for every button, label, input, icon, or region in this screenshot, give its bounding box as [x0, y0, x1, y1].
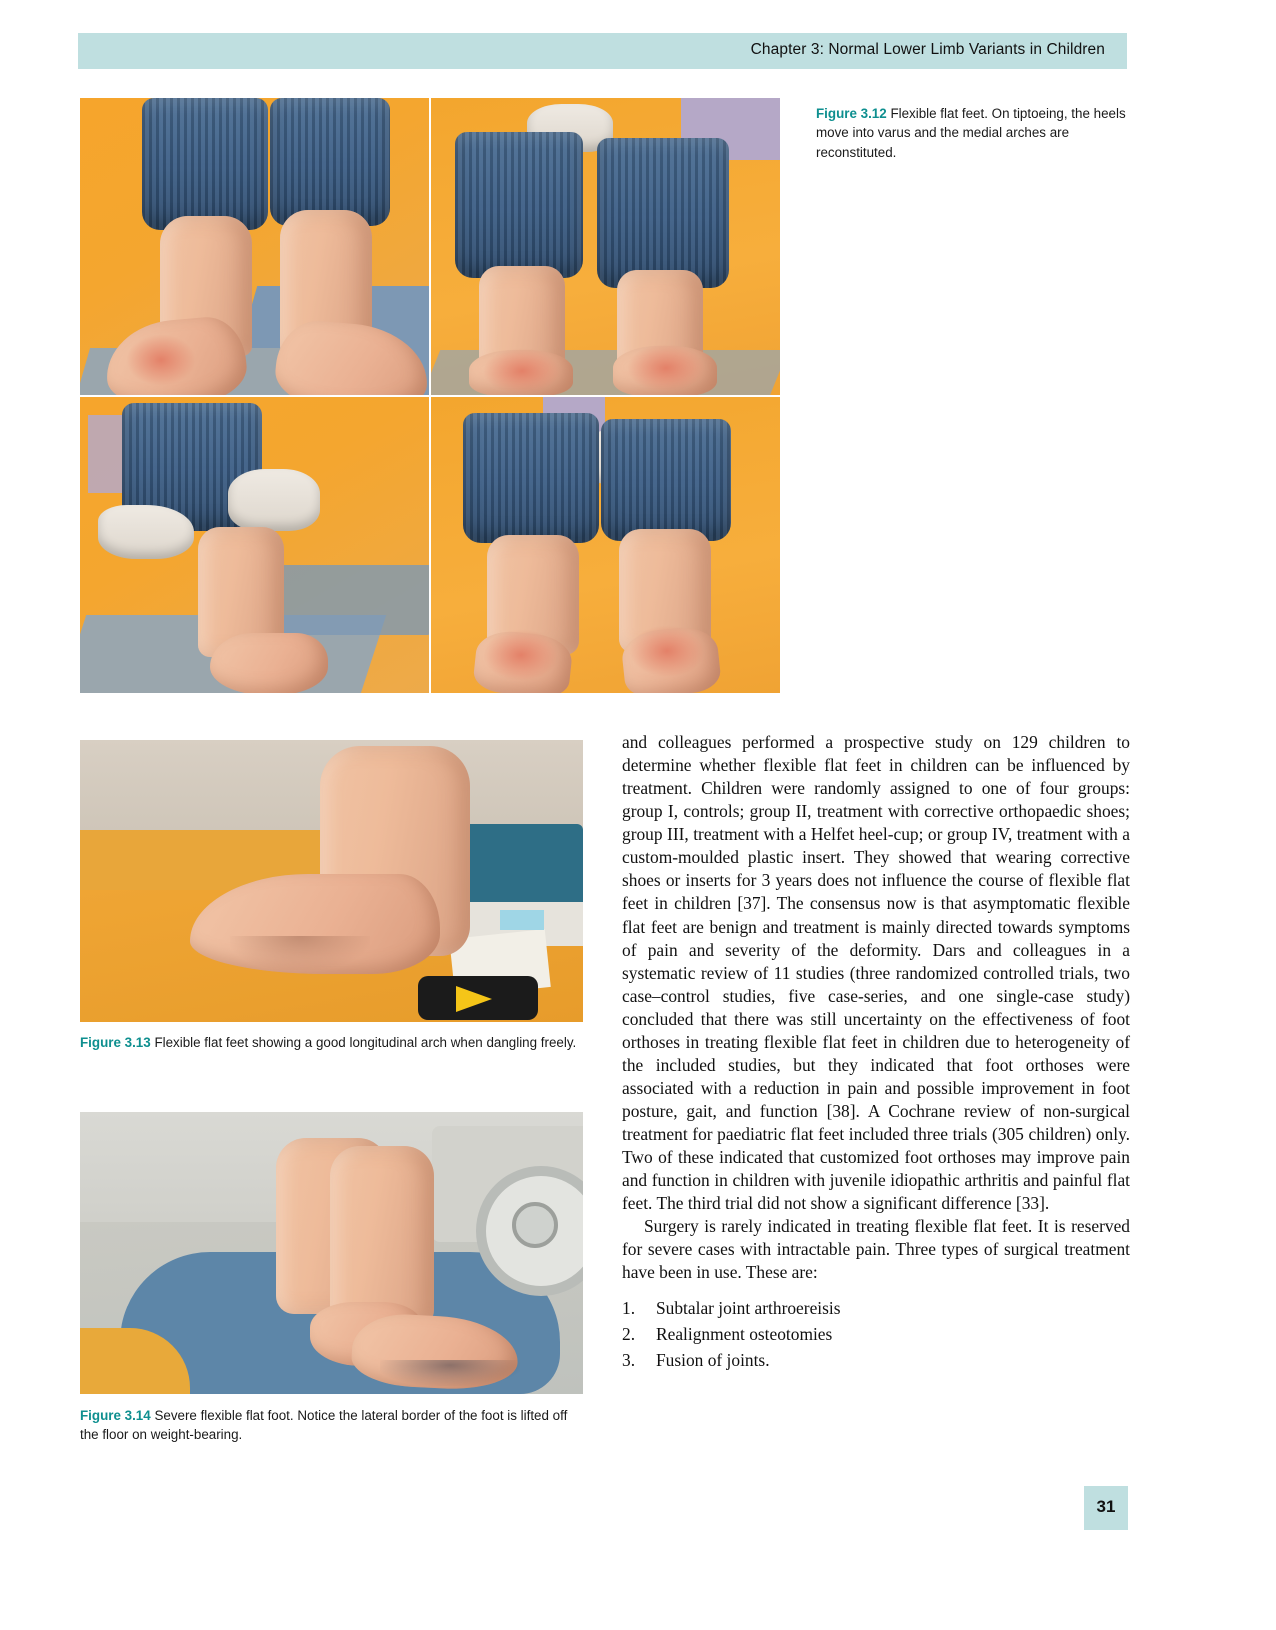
body-paragraph-2: Surgery is rarely indicated in treating flexible flat feet. It is reserved for severe cases with intractable pain. Three types of surgical treatment have been in use. These are:	[622, 1216, 1130, 1283]
figure-3-13-caption	[80, 1033, 585, 1052]
trouser-leg	[597, 138, 729, 288]
figure-3-12-caption	[816, 104, 1132, 162]
list-item	[622, 1321, 1130, 1347]
figure-3-13-caption-text: Flexible flat feet showing a good longitudinal arch when dangling freely.	[154, 1035, 577, 1050]
figure-3-14-caption	[80, 1406, 585, 1445]
heel-flush	[126, 334, 196, 386]
trouser-leg	[601, 419, 731, 541]
heel-flush	[483, 348, 561, 394]
figure-3-12-panel-1	[80, 98, 429, 395]
body-text-column	[622, 731, 1130, 1373]
page-number: 31	[1096, 1497, 1116, 1516]
caregiver-shoe	[228, 469, 320, 531]
running-header-bar	[78, 33, 1127, 69]
arch-shadow	[230, 936, 370, 970]
list-item-number: 3.	[622, 1349, 636, 1370]
figure-3-12-panel-3	[80, 397, 429, 694]
figure-3-13-image	[80, 740, 583, 1022]
list-item	[622, 1295, 1130, 1321]
figure-3-13-label: Figure 3.13	[80, 1035, 151, 1050]
figure-3-12-image	[80, 98, 780, 693]
figure-3-14-caption-text: Severe flexible flat foot. Notice the lateral border of the foot is lifted off the floor on weight-bearing.	[80, 1408, 568, 1443]
heel-flush	[483, 629, 559, 681]
figure-3-14-image	[80, 1112, 583, 1394]
page-number-box	[1084, 1486, 1128, 1530]
wheel-hub	[512, 1202, 558, 1248]
blue-sticker	[500, 910, 544, 930]
figure-3-12-panel-4	[431, 397, 780, 694]
list-item-number: 2.	[622, 1323, 636, 1344]
body-paragraph-1: and colleagues performed a prospective study on 129 children to determine whether flexible flat feet in children can be influenced by treatment. Children were randomly assigned to one of four groups: group I, controls; group II, treatment with corrective orthopaedic shoes; group III, treatment with a Helfet heel-cup; or group IV, treatment with a custom-moulded plastic insert. They showed that wearing corrective shoes or inserts for 3 years does not influence the course of flexible flat feet in children [37]. The consensus now is that asymptomatic flexible flat feet are benign and treatment is mainly directed towards symptoms of pain and severity of the deformity. Dars and colleagues in a systematic review of 11 studies (three randomized controlled trials, two case–control studies, five case-series, and one single-case study) concluded that there was still uncertainty on the effectiveness of foot orthoses in treating flexible flat feet in children due to heterogeneity of the included studies, but they indicated that foot orthoses were associated with a reduction in pain and possible improvement in foot posture, gait, and function [38]. A Cochrane review of non-surgical treatment for paediatric flat feet included three trials (305 children) only. Two of these indicated that customized foot orthoses may improve pain and function in children with juvenile idiopathic arthritis and painful flat feet. The third trial did not show a significant difference [33].	[622, 732, 1130, 1214]
list-item-text: Subtalar joint arthroereisis	[656, 1297, 841, 1318]
figure-3-12-label: Figure 3.12	[816, 106, 887, 121]
heel-flush	[627, 344, 705, 392]
list-item-text: Fusion of joints.	[656, 1349, 770, 1370]
heel-flush	[629, 625, 705, 677]
trouser-leg	[142, 98, 268, 230]
chapter-title: Chapter 3: Normal Lower Limb Variants in Children	[750, 41, 1105, 58]
list-item	[622, 1347, 1130, 1373]
trouser-leg	[463, 413, 599, 543]
surgical-treatment-list	[622, 1295, 1130, 1373]
list-item-number: 1.	[622, 1297, 636, 1318]
trouser-leg	[455, 132, 583, 278]
list-item-text: Realignment osteotomies	[656, 1323, 833, 1344]
foot-tiptoe	[210, 633, 328, 694]
foot-shadow	[380, 1360, 520, 1386]
caregiver-shoe	[98, 505, 194, 559]
lower-leg-front	[330, 1146, 434, 1328]
trouser-leg	[270, 98, 390, 226]
figure-3-14-label: Figure 3.14	[80, 1408, 151, 1423]
figure-3-12-panel-2	[431, 98, 780, 395]
figure-3-12-caption-text: Flexible flat feet. On tiptoeing, the heels move into varus and the medial arches are reconstituted.	[816, 106, 1126, 160]
